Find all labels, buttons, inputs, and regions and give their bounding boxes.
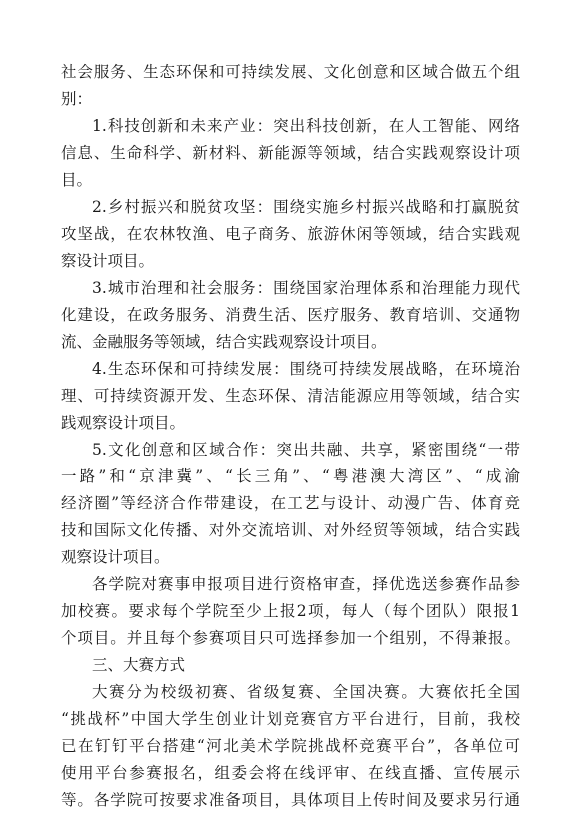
paragraph-line: 流、金融服务等领域，结合实践观察设计项目。 [61, 332, 387, 351]
paragraph-line: 经济圈”等经济合作带建设，在工艺与设计、动漫广告、体育竞 [61, 494, 520, 513]
paragraph-line: 使用平台参赛报名，组委会将在线评审、在线直播、宣传展示 [61, 764, 520, 783]
paragraph-line: “挑战杯”中国大学生创业计划竞赛官方平台进行，目前，我校 [61, 710, 520, 729]
paragraph-line: 目。 [61, 170, 93, 189]
paragraph-line: 察设计项目。 [61, 251, 155, 270]
paragraph-line: 技和国际文化传播、对外交流培训、对外经贸等领域，结合实践 [61, 521, 520, 540]
section-heading: 三、大赛方式 [92, 656, 186, 675]
paragraph-line: 别： [61, 89, 93, 108]
paragraph-line: 攻坚战，在农林牧渔、电子商务、旅游休闲等领域，结合实践观 [61, 224, 520, 243]
paragraph-line: 5.文化创意和区域合作：突出共融、共享，紧密围绕“一带 [92, 440, 520, 459]
paragraph-line: 已在钉钉平台搭建“河北美术学院挑战杯竞赛平台”，各单位可 [61, 737, 520, 756]
paragraph-line: 大赛分为校级初赛、省级复赛、全国决赛。大赛依托全国 [92, 683, 520, 702]
paragraph-line: 社会服务、生态环保和可持续发展、文化创意和区域合做五个组 [61, 63, 520, 81]
paragraph-line: 一路”和“京津冀”、“长三角”、“粤港澳大湾区”、“成渝 [61, 467, 520, 486]
paragraph-line: 2.乡村振兴和脱贫攻坚：围绕实施乡村振兴战略和打赢脱贫 [92, 197, 520, 216]
paragraph-line: 3.城市治理和社会服务：围绕国家治理体系和治理能力现代 [92, 278, 520, 297]
paragraph-line: 各学院对赛事申报项目进行资格审查，择优选送参赛作品参 [92, 575, 520, 594]
paragraph-line: 践观察设计项目。 [61, 413, 186, 432]
paragraph-line: 等。各学院可按要求准备项目，具体项目上传时间及要求另行通 [61, 791, 520, 810]
paragraph-line: 理、可持续资源开发、生态环保、清洁能源应用等领域，结合实 [61, 386, 520, 405]
paragraph-line: 化建设，在政务服务、消费生活、医疗服务、教育培训、交通物 [61, 305, 520, 324]
paragraph-line: 1.科技创新和未来产业：突出科技创新，在人工智能、网络 [92, 116, 520, 135]
paragraph-line: 观察设计项目。 [61, 548, 170, 567]
paragraph-line: 加校赛。要求每个学院至少上报2项，每人（每个团队）限报1 [61, 602, 520, 621]
paragraph-line: 信息、生命科学、新材料、新能源等领域，结合实践观察设计项 [61, 143, 520, 162]
paragraph-line: 4.生态环保和可持续发展：围绕可持续发展战略，在环境治 [92, 359, 520, 378]
paragraph-line: 个项目。并且每个参赛项目只可选择参加一个组别，不得兼报。 [61, 629, 520, 648]
